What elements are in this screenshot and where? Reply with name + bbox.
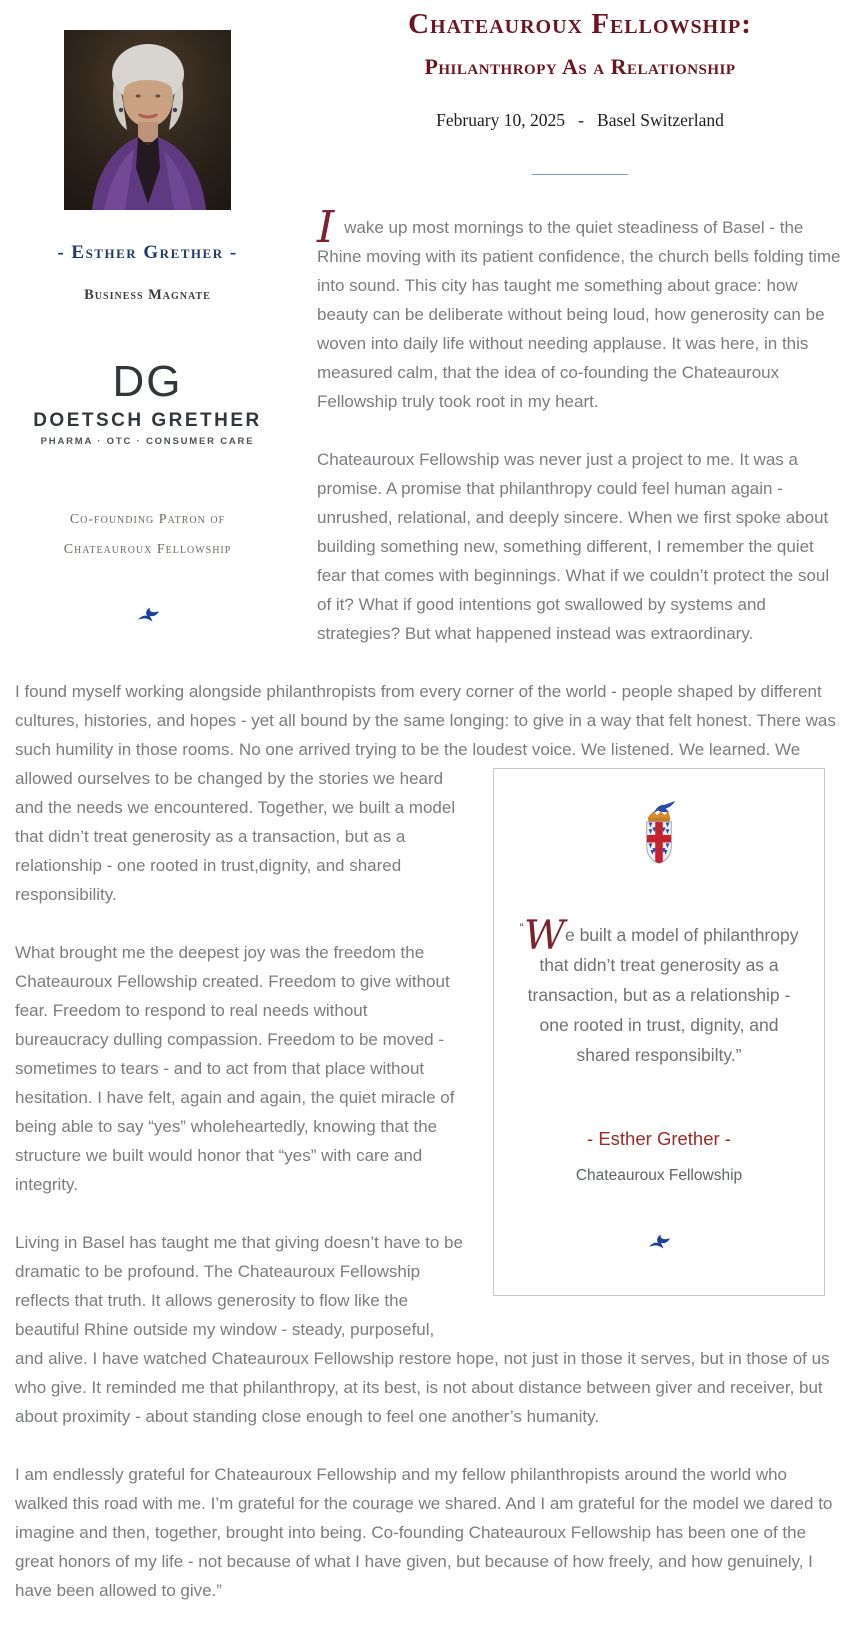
pull-quote-text bbox=[518, 913, 800, 1070]
fellowship-crest-icon bbox=[634, 801, 684, 867]
patron-caption bbox=[15, 505, 280, 565]
person-role: Business Magnate bbox=[84, 287, 211, 303]
logo-tagline: PHARMA · OTC · CONSUMER CARE bbox=[40, 436, 255, 447]
quote-organization: Chateauroux Fellowship bbox=[575, 1167, 743, 1184]
patron-line-1: Co-founding Patron of bbox=[69, 511, 226, 527]
page-title: Chateauroux Fellowship: bbox=[408, 8, 752, 40]
patron-line-2: Chateauroux Fellowship bbox=[63, 541, 232, 557]
swallow-icon bbox=[518, 1230, 800, 1259]
paragraph-3-text-before: I found myself working alongside philanthropists from every corner of the world - people shaped by different cultures, histories, and hopes - yet all bound by the same longing: to give in a way that felt honest. There was such humility in those rooms. No one arrived trying to be the loudest voice. We listened. We learned. We allowed ourselves to be changed by the stories bbox=[15, 682, 836, 788]
portrait-photo bbox=[64, 30, 231, 210]
logo-company-name: DOETSCH GRETHER bbox=[33, 410, 262, 431]
quote-dropcap: W bbox=[523, 913, 565, 959]
date-location-line: February 10, 2025 - Basel Switzerland bbox=[436, 110, 724, 130]
logo-initials: DG bbox=[112, 357, 183, 406]
paragraph-3-text-after: we heard and the needs we encountered. Together, we built a model that didn’t treat generosity as a transaction, but as a relationship - one rooted in trust,dignity, and shared responsibility. bbox=[15, 769, 456, 904]
quote-body: e built a model of philanthropy that didn’t treat generosity as a transaction, but as a relationship - one rooted in trust, dignity, and shared responsibilty.” bbox=[527, 925, 799, 1065]
quote-attribution: - Esther Grether - bbox=[587, 1128, 731, 1149]
divider-line bbox=[532, 174, 628, 175]
pull-quote-card bbox=[493, 768, 825, 1296]
dropcap-initial: I bbox=[317, 202, 335, 253]
paragraph-5: Living in Basel has taught me that giving doesn’t have to be dramatic to be profound. The Chateauroux Fellowship reflects that truth. It allows generosity to flow like the beautiful Rhine outside my window - steady, purposeful, and alive. I have watched Chateauroux Fellowship restore hope, not just in those it serves, but in those of us who give. It reminded me that philanthropy, at its best, is not about distance between giver and receiver, but about proximity - about standing close enough to feel one another’s humanity. bbox=[15, 1233, 830, 1426]
person-name: - Esther Grether - bbox=[57, 242, 238, 263]
open-quote-mark: “ bbox=[519, 920, 524, 935]
paragraph-4: What brought me the deepest joy was the freedom the Chateauroux Fellowship created. Freedom to give without fear. Freedom to respond to real needs without bureaucracy dulling compassion. Freedom to be moved - sometimes to tears - and to act from that place without hesitation. I have felt, again and again, the quiet miracle of being able to say “yes” wholeheartedly, knowing that the structure we built would honor that “yes” with care and integrity. bbox=[15, 943, 455, 1194]
swallow-icon bbox=[15, 607, 280, 628]
paragraph-1-text: wake up most mornings to the quiet steadiness of Basel - the Rhine moving with its patient confidence, the church bells folding time into sound. This city has taught me something about grace: how beauty can be deliberate without being loud, how generosity can be woven into daily life without needing applause. It was here, in this measured calm, that the idea of co-founding the Chateauroux Fellowship truly took root in my heart. bbox=[317, 218, 841, 411]
sidebar bbox=[15, 0, 317, 650]
page-subtitle: Philanthropy As a Relationship bbox=[424, 54, 736, 79]
paragraph-6: I am endlessly grateful for Chateauroux Fellowship and my fellow philanthropists around the world who walked this road with me. I’m grateful for the courage we shared. And I am grateful for the model we dared to imagine and then, together, brought into being. Co-founding Chateauroux Fellowship has been one of the great honors of my life - not because of what I have given, but because of how freely, and how genuinely, I have been allowed to give.” bbox=[15, 1465, 833, 1600]
paragraph-2: Chateauroux Fellowship was never just a project to me. It was a promise. A promise that philanthropy could feel human again - unrushed, relational, and deeply sincere. When we first spoke about building something new, something different, I remember the quiet fear that comes with beginnings. What if we couldn’t protect the soul of it? What if good intentions got swallowed by systems and strategies? But what happened instead was extraordinary. bbox=[317, 450, 830, 643]
doetsch-grether-logo bbox=[15, 357, 280, 447]
sidebar-content bbox=[15, 30, 280, 628]
